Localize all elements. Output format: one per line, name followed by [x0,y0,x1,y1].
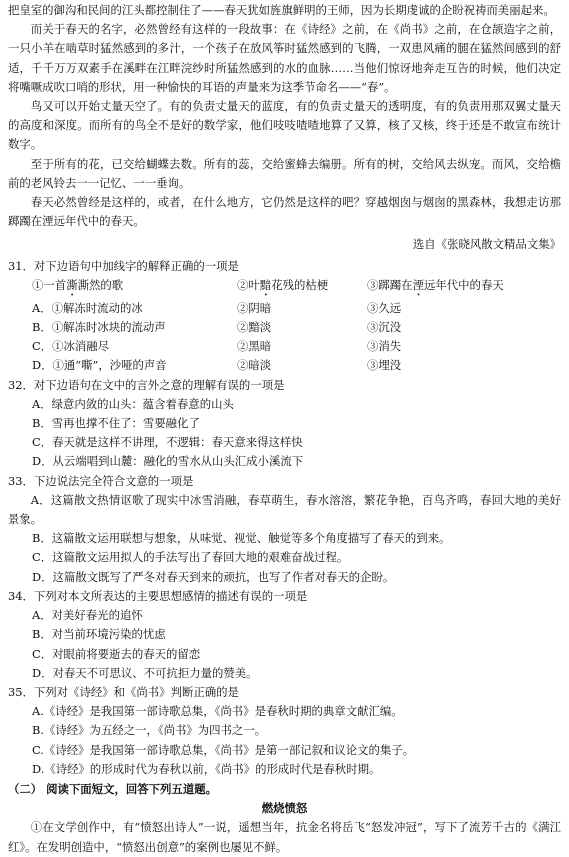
question-31-item: ③踯躅在湮远年代中的春天 [367,277,504,292]
question-35-option: D.《诗经》的形成时代为春秋以前，《尚书》的形成时代是春秋时期。 [32,761,381,776]
question-34-option: C．对眼前将要逝去的春天的留恋 [32,646,201,661]
question-35-option: C.《诗经》是我国第一部诗歌总集，《尚书》是第一部记叙和议论文的集子。 [32,742,415,757]
passage-paragraph: 鸟又可以开始丈量天空了。有的负责丈量天的蓝度，有的负责丈量天的透明度，有的负责用那双翼丈量天的高度和深度。而所有的鸟全不是好的数学家，他们吱吱喳喳地算了又算，核了又核，终于还是不敢宣布统计数字。 [8,99,561,152]
question-34-stem: 34．下列对本文所表达的主要思想感情的描述有误的一项是 [8,588,308,603]
section-heading: （二） 阅读下面短文，回答下列五道题。 [8,781,217,796]
question-32-option: D．从云端唱到山麓：融化的雪水从山头汇成小溪流下 [32,454,304,469]
question-33-option: D．这篇散文既写了严冬对春天到来的顽抗，也写了作者对春天的企盼。 [32,569,395,584]
question-32-option: B．雪再也撑不住了：雪要融化了 [32,416,200,431]
question-35-option: A.《诗经》是我国第一部诗歌总集，《尚书》是春秋时期的典章文献汇编。 [32,704,403,719]
passage-paragraph: 至于所有的花，已交给蝴蝶去数。所有的蕊，交给蜜蜂去编册。所有的树，交给风去纵宠。而风，交给檐前的老风铃去一一记忆、一一垂询。 [8,156,561,190]
passage-paragraph: 把皇室的御沟和民间的江头都控制住了——春天犹如旌旗鲜明的王师，因为长期虔诚的企盼祝祷而美丽起来。 [8,3,555,17]
question-33-option: A．这篇散文热情讴歌了现实中冰雪消融，春草萌生，春水溶溶，繁花争艳，百鸟齐鸣，春回大地的美好景象。 [8,492,561,527]
question-31-option: B．①解冻时冰块的流动声 ②黯淡 ③沉没 [32,320,402,335]
passage-paragraph: 而关于春天的名字，必然曾经有这样的一段故事：在《诗经》之前，在《尚书》之前，在仓颉造字之前，一只小羊在啮草时猛然感到的多汁，一个孩子在放风筝时猛然感到的飞腾，一双患风痛的腿在猛然间感到的舒适，千千万万双素手在溪畔在江畔浣纱时所猛然感到的水的血脉……当他们惊讶地奔走互告的时候，他们决定将嘴噘成吹口哨的形状，用一种愉快的耳语的声量来为这季节命名——“春”。 [8,22,561,94]
question-31-items [8,276,561,299]
passage-paragraph: 春天必然曾经是这样的，或者，在什么地方，它仍然是这样的吧？穿越烟囱与烟囱的黑森林，我想走访那踯躅在湮远年代中的春天。 [8,195,561,229]
question-35-option: B.《诗经》为五经之一，《尚书》为四书之一。 [32,723,267,738]
question-31-option: A．①解冻时流动的冰 ②阴暗 ③久远 [32,300,402,315]
question-31-option: C．①冰消融尽 ②黑暗 ③消失 [32,339,402,354]
question-32-option: C．春天就是这样不讲理，不逻辑：春天意来得这样快 [32,435,303,450]
passage-source: 选自《张晓风散文精品文集》 [412,237,561,252]
question-33-option: B．这篇散文运用联想与想象，从味觉、视觉、触觉等多个角度描写了春天的到来。 [32,531,451,546]
question-33-stem: 33．下边说法完全符合文意的一项是 [8,473,194,488]
question-33-option: C．这篇散文运用拟人的手法写出了春回大地的艰难奋战过程。 [32,550,349,565]
essay-title: 燃烧愤怒 [261,801,308,816]
essay-paragraph: ①在文学创作中，有“愤怒出诗人”一说，遥想当年，抗金名将岳飞“怒发冲冠”，写下了流芳千古的《满江红》。在发明创造中，“愤怒出创意”的案例也屡见不鲜。 [8,820,561,854]
question-31-stem: 31．对下边语句中加线字的解释正确的一项是 [8,258,239,273]
question-34-option: B．对当前环境污染的忧虑 [32,627,166,642]
question-31-item: ①一首澌澌然的歌 [32,277,124,292]
question-31-item: ②叶黯花残的枯梗 [237,277,329,292]
question-31-option: D．①通“嘶”，沙哑的声音 ②暗淡 ③埋没 [32,358,402,373]
question-34-option: D．对春天不可思议、不可抗拒力量的赞美。 [32,665,258,680]
question-34-option: A．对美好春光的追怀 [32,608,143,623]
question-35-stem: 35．下列对《诗经》和《尚书》判断正确的是 [8,684,239,699]
question-32-option: A．绿意内敛的山头：蕴含着春意的山头 [32,396,234,411]
question-32-stem: 32．对下边语句在文中的言外之意的理解有误的一项是 [8,377,285,392]
